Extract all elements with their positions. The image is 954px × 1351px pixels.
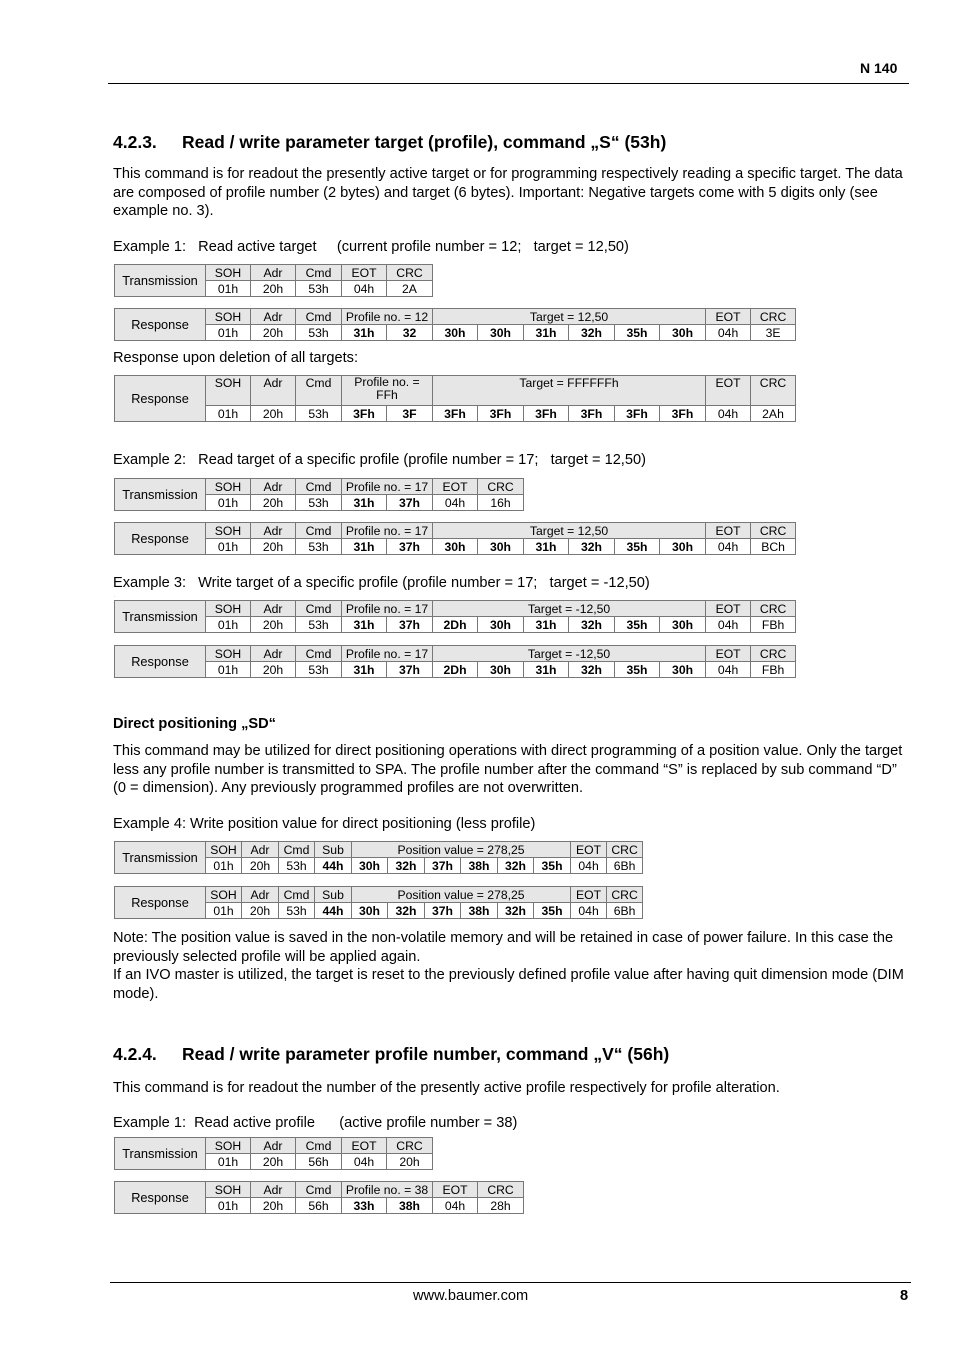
header-cell: CRC: [387, 265, 433, 281]
header-cell: CRC: [607, 842, 643, 858]
value-cell: 32h: [498, 903, 534, 919]
value-cell: 30h: [660, 539, 706, 555]
section-number: 4.2.3.: [113, 132, 157, 152]
header-cell: EOT: [706, 523, 751, 539]
header-cell: EOT: [433, 1182, 478, 1198]
header-cell: EOT: [571, 842, 607, 858]
value-cell: 31h: [342, 495, 387, 511]
value-cell: 20h: [251, 325, 296, 341]
header-cell: Adr: [251, 1138, 296, 1154]
value-cell: 04h: [342, 1154, 387, 1170]
transmission-table-ex1: [114, 264, 433, 297]
header-cell: Cmd: [296, 601, 342, 617]
value-cell: 31h: [342, 617, 387, 633]
document-id: N 140: [860, 60, 898, 76]
header-cell: Adr: [242, 842, 279, 858]
header-cell: SOH: [206, 1182, 251, 1198]
value-cell: 30h: [433, 539, 478, 555]
transmission-table-ex2: [114, 478, 524, 511]
transmission-table-ex3: [114, 600, 796, 633]
value-cell: 32h: [569, 539, 615, 555]
section-heading-424: [113, 1044, 669, 1065]
response-table-ex3: [114, 645, 796, 678]
value-cell: 01h: [206, 1154, 251, 1170]
value-cell: 30h: [660, 662, 706, 678]
header-cell: Position value = 278,25: [352, 842, 571, 858]
value-cell: 16h: [478, 495, 524, 511]
value-cell: 37h: [387, 495, 433, 511]
header-cell: Sub: [315, 887, 352, 903]
print-speck: ·: [114, 594, 116, 599]
header-cell: EOT: [342, 265, 387, 281]
value-cell: 32h: [569, 617, 615, 633]
value-cell: 32: [387, 325, 433, 341]
value-cell: 44h: [315, 858, 352, 874]
header-cell: Adr: [251, 1182, 296, 1198]
value-cell: 04h: [433, 1198, 478, 1214]
note-paragraph: Note: The position value is saved in the non-volatile memory and will be retained in case of power failure. In this case the previously selected profile will be applied again.: [113, 930, 894, 965]
value-cell: 3Fh: [524, 406, 569, 422]
value-cell: 31h: [524, 662, 569, 678]
note-paragraph-ivo: If an IVO master is utilized, the target is reset to the previously defined profile value after having quit dimension mode (DIM mode).: [113, 967, 904, 1002]
value-cell: 32h: [569, 662, 615, 678]
value-cell: 30h: [660, 325, 706, 341]
value-cell: 3Fh: [615, 406, 660, 422]
header-cell: CRC: [478, 479, 524, 495]
value-cell: 53h: [296, 617, 342, 633]
deletion-caption: Response upon deletion of all targets:: [113, 350, 359, 366]
value-cell: 53h: [296, 495, 342, 511]
value-cell: 01h: [206, 903, 242, 919]
row-label: Response: [115, 1182, 206, 1214]
header-cell: Profile no. = 17: [342, 523, 433, 539]
value-cell: FBh: [751, 617, 796, 633]
value-cell: 30h: [478, 617, 524, 633]
value-cell: 6Bh: [607, 903, 643, 919]
example-4-caption: Example 4: Write position value for direct positioning (less profile): [113, 816, 536, 832]
value-cell: 20h: [251, 1198, 296, 1214]
value-cell: 20h: [251, 281, 296, 297]
value-cell: 01h: [206, 325, 251, 341]
value-cell: 6Bh: [607, 858, 643, 874]
row-label: Response: [115, 887, 206, 919]
value-cell: 37h: [425, 858, 461, 874]
value-cell: 37h: [425, 903, 461, 919]
value-cell: 31h: [342, 539, 387, 555]
header-cell: EOT: [706, 376, 751, 406]
header-cell: Adr: [242, 887, 279, 903]
response-table-ex4: [114, 886, 643, 919]
value-cell: 01h: [206, 406, 251, 422]
row-label: Transmission: [115, 265, 206, 297]
value-cell: 04h: [433, 495, 478, 511]
value-cell: 35h: [615, 539, 660, 555]
value-cell: 30h: [660, 617, 706, 633]
value-cell: 04h: [571, 903, 607, 919]
header-cell: Cmd: [279, 887, 315, 903]
value-cell: 53h: [296, 281, 342, 297]
footer-url[interactable]: www.baumer.com: [413, 1288, 529, 1304]
value-cell: 32h: [388, 858, 425, 874]
value-cell: 53h: [296, 539, 342, 555]
header-cell: Profile no. = 12: [342, 309, 433, 325]
header-cell: Profile no. = 38: [342, 1182, 433, 1198]
header-cell: EOT: [433, 479, 478, 495]
header-cell: SOH: [206, 309, 251, 325]
transmission-table-ex4: [114, 841, 643, 874]
value-cell: 30h: [433, 325, 478, 341]
value-cell: 38h: [461, 903, 498, 919]
value-cell: 30h: [352, 858, 388, 874]
direct-positioning-intro: This command may be utilized for direct positioning operations with direct programming of a position value. Only the target less any profile number is transmitted to SPA. The profile number after the command “S” is replaced by sub command “D” (0 = dimension). Any previously programmed profiles are not overwritten.: [113, 743, 903, 796]
header-rule: [108, 83, 909, 84]
value-cell: 30h: [478, 325, 524, 341]
row-label: Transmission: [115, 1138, 206, 1170]
header-cell: Profile no. = 17: [342, 646, 433, 662]
value-cell: 04h: [706, 539, 751, 555]
header-cell: Cmd: [279, 842, 315, 858]
row-label: Response: [115, 309, 206, 341]
header-cell: SOH: [206, 1138, 251, 1154]
header-cell: CRC: [751, 601, 796, 617]
header-cell: Cmd: [296, 265, 342, 281]
header-cell: Target = 12,50: [433, 523, 706, 539]
value-cell: 20h: [251, 662, 296, 678]
value-cell: 31h: [524, 325, 569, 341]
response-table-ex2: [114, 522, 796, 555]
example-2-caption: Example 2: Read target of a specific profile (profile number = 17; target = 12,50): [113, 452, 646, 468]
section-heading-423: [113, 132, 666, 153]
header-cell: CRC: [478, 1182, 524, 1198]
value-cell: 53h: [296, 406, 342, 422]
header-cell: Cmd: [296, 523, 342, 539]
value-cell: 2Ah: [751, 406, 796, 422]
value-cell: 32h: [569, 325, 615, 341]
value-cell: 01h: [206, 662, 251, 678]
header-cell: Adr: [251, 309, 296, 325]
transmission-table-profile: [114, 1137, 433, 1170]
value-cell: 20h: [251, 617, 296, 633]
header-cell: SOH: [206, 646, 251, 662]
header-cell: Adr: [251, 376, 296, 406]
value-cell: 37h: [387, 662, 433, 678]
example-1-caption: Example 1: Read active profile (active profile number = 38): [113, 1115, 518, 1131]
header-cell: Sub: [315, 842, 352, 858]
section-number: 4.2.4.: [113, 1044, 157, 1064]
value-cell: 04h: [706, 662, 751, 678]
value-cell: 44h: [315, 903, 352, 919]
value-cell: 37h: [387, 539, 433, 555]
value-cell: 35h: [534, 858, 571, 874]
value-cell: 20h: [251, 495, 296, 511]
header-cell: Adr: [251, 265, 296, 281]
value-cell: 01h: [206, 1198, 251, 1214]
value-cell: 56h: [296, 1198, 342, 1214]
value-cell: 35h: [615, 662, 660, 678]
header-cell: Profile no. = 17: [342, 479, 433, 495]
section-intro: This command is for readout the presently active target or for programming respectively reading a specific target. The data are composed of profile number (2 bytes) and target (6 bytes). Important: Negative targets come with 5 digits only (see example no. 3).: [113, 166, 903, 219]
header-cell: Target = -12,50: [433, 601, 706, 617]
value-cell: BCh: [751, 539, 796, 555]
header-cell: CRC: [751, 376, 796, 406]
header-cell: CRC: [387, 1138, 433, 1154]
header-cell: Cmd: [296, 309, 342, 325]
header-cell: Adr: [251, 601, 296, 617]
example-3-caption: Example 3: Write target of a specific profile (profile number = 17; target = -12,50): [113, 575, 650, 591]
row-label: Transmission: [115, 479, 206, 511]
row-label: Response: [115, 646, 206, 678]
footer-rule: [110, 1282, 911, 1283]
value-cell: 53h: [279, 858, 315, 874]
header-cell: Target = FFFFFFh: [433, 376, 706, 406]
value-cell: 2A: [387, 281, 433, 297]
header-cell: Target = -12,50: [433, 646, 706, 662]
value-cell: 3Fh: [342, 406, 387, 422]
value-cell: 31h: [342, 325, 387, 341]
value-cell: 20h: [251, 406, 296, 422]
section-intro: This command is for readout the number of the presently active profile respectively for profile alteration.: [113, 1080, 780, 1096]
header-cell: SOH: [206, 479, 251, 495]
row-label: Transmission: [115, 601, 206, 633]
header-cell: EOT: [706, 601, 751, 617]
value-cell: 37h: [387, 617, 433, 633]
value-cell: FBh: [751, 662, 796, 678]
value-cell: 20h: [242, 858, 279, 874]
header-cell: EOT: [571, 887, 607, 903]
header-cell: SOH: [206, 887, 242, 903]
header-cell: SOH: [206, 523, 251, 539]
value-cell: 3Fh: [569, 406, 615, 422]
header-cell: Profile no. = FFh: [342, 376, 433, 406]
value-cell: 2Dh: [433, 662, 478, 678]
header-cell: SOH: [206, 376, 251, 406]
value-cell: 01h: [206, 858, 242, 874]
value-cell: 32h: [498, 858, 534, 874]
value-cell: 53h: [296, 325, 342, 341]
value-cell: 20h: [251, 539, 296, 555]
value-cell: 35h: [615, 617, 660, 633]
value-cell: 20h: [251, 1154, 296, 1170]
header-cell: Cmd: [296, 479, 342, 495]
value-cell: 01h: [206, 495, 251, 511]
value-cell: 3Fh: [433, 406, 478, 422]
header-cell: Adr: [251, 646, 296, 662]
row-label: Transmission: [115, 842, 206, 874]
value-cell: 2Dh: [433, 617, 478, 633]
value-cell: 38h: [461, 858, 498, 874]
value-cell: 33h: [342, 1198, 387, 1214]
value-cell: 31h: [524, 617, 569, 633]
header-cell: Adr: [251, 523, 296, 539]
header-cell: SOH: [206, 265, 251, 281]
value-cell: 28h: [478, 1198, 524, 1214]
direct-positioning-heading: Direct positioning „SD“: [113, 716, 276, 732]
value-cell: 3Fh: [660, 406, 706, 422]
value-cell: 04h: [706, 617, 751, 633]
header-cell: CRC: [751, 646, 796, 662]
header-cell: CRC: [751, 309, 796, 325]
value-cell: 53h: [279, 903, 315, 919]
header-cell: CRC: [607, 887, 643, 903]
header-cell: EOT: [706, 309, 751, 325]
header-cell: Adr: [251, 479, 296, 495]
header-cell: Target = 12,50: [433, 309, 706, 325]
page-number: 8: [900, 1288, 909, 1304]
value-cell: 3F: [387, 406, 433, 422]
response-table-deletion: [114, 375, 796, 422]
header-cell: Cmd: [296, 1182, 342, 1198]
value-cell: 38h: [387, 1198, 433, 1214]
header-cell: Position value = 278,25: [352, 887, 571, 903]
value-cell: 56h: [296, 1154, 342, 1170]
header-cell: SOH: [206, 601, 251, 617]
value-cell: 31h: [342, 662, 387, 678]
value-cell: 30h: [352, 903, 388, 919]
value-cell: 01h: [206, 617, 251, 633]
value-cell: 01h: [206, 281, 251, 297]
header-cell: Cmd: [296, 376, 342, 406]
section-title: Read / write parameter profile number, command „V“ (56h): [182, 1044, 670, 1064]
value-cell: 35h: [615, 325, 660, 341]
value-cell: 31h: [524, 539, 569, 555]
header-cell: CRC: [751, 523, 796, 539]
value-cell: 04h: [342, 281, 387, 297]
value-cell: 35h: [534, 903, 571, 919]
section-title: Read / write parameter target (profile), command „S“ (53h): [182, 132, 667, 152]
value-cell: 04h: [571, 858, 607, 874]
value-cell: 20h: [387, 1154, 433, 1170]
value-cell: 30h: [478, 539, 524, 555]
header-cell: EOT: [342, 1138, 387, 1154]
response-table-ex1: [114, 308, 796, 341]
value-cell: 04h: [706, 406, 751, 422]
header-cell: Profile no. = 17: [342, 601, 433, 617]
value-cell: 3Fh: [478, 406, 524, 422]
value-cell: 30h: [478, 662, 524, 678]
header-cell: Cmd: [296, 1138, 342, 1154]
header-cell: EOT: [706, 646, 751, 662]
example-1-caption: Example 1: Read active target (current profile number = 12; target = 12,50): [113, 239, 629, 255]
header-cell: SOH: [206, 842, 242, 858]
value-cell: 20h: [242, 903, 279, 919]
value-cell: 53h: [296, 662, 342, 678]
value-cell: 32h: [388, 903, 425, 919]
row-label: Response: [115, 376, 206, 422]
row-label: Response: [115, 523, 206, 555]
header-cell: Cmd: [296, 646, 342, 662]
response-table-profile: [114, 1181, 524, 1214]
value-cell: 01h: [206, 539, 251, 555]
value-cell: 3E: [751, 325, 796, 341]
value-cell: 04h: [706, 325, 751, 341]
